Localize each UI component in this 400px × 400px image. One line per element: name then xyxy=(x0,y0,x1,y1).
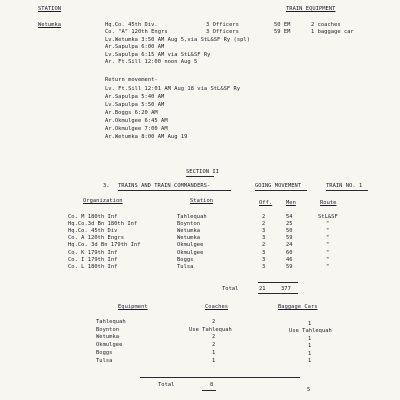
equipment-row-station: Okmulgee xyxy=(96,342,123,348)
return-movement-label: Return movement- xyxy=(105,77,158,83)
wetumka-line: Lv.Sapulpa 6:15 AM via StL&SF Ry xyxy=(105,52,211,58)
table-row-route: " xyxy=(326,264,330,270)
table-row-men: 46 xyxy=(286,257,293,263)
table-row-men: 50 xyxy=(286,228,293,234)
return-line: Lv. Ft.Sill 12:01 AM Aug 18 via StL&SF Ry xyxy=(105,86,241,92)
table-row-off: 2 xyxy=(262,214,266,220)
table-row-men: 24 xyxy=(286,242,293,248)
table-row-station: Wetumka xyxy=(177,235,201,241)
station-header: Station xyxy=(190,198,214,204)
equipment-row-station: Tahlequah xyxy=(96,319,126,325)
officers-count: 3 Officers xyxy=(206,29,239,35)
return-line: Ar.Sapulpa 5:40 AM xyxy=(105,94,165,100)
table-row-station: Okmulgee xyxy=(177,250,204,256)
equipment-total-label: Total xyxy=(158,382,175,388)
table-row-org: Co. K 179th Inf xyxy=(68,250,118,256)
table-row-org: Co. M 180th Inf xyxy=(68,214,118,220)
table-row-off: 3 xyxy=(262,235,266,241)
officers-header: Off. xyxy=(259,200,273,206)
station-column-header: STATION xyxy=(38,6,62,12)
section-heading-underline xyxy=(118,190,231,191)
table-row-route: " xyxy=(326,242,330,248)
equipment-row-coaches: 2 xyxy=(212,334,216,340)
total-officers: 21 xyxy=(259,286,266,292)
table-row-men: 25 xyxy=(286,221,293,227)
table-row-route: " xyxy=(326,221,330,227)
baggage-cars-header: Baggage Cars xyxy=(278,304,318,310)
table-row-off: 3 xyxy=(262,264,266,270)
equipment-row-baggage: 1 xyxy=(308,343,312,349)
table-row-off: 3 xyxy=(262,250,266,256)
equipment-row-station: Tulsa xyxy=(96,358,113,364)
equipment-column-header: TRAIN EQUIPMENT xyxy=(286,6,336,12)
table-row-org: Hq.Co. 3d Bn 179th Inf xyxy=(68,242,141,248)
section-title: SECTION II xyxy=(186,169,219,175)
table-row-station: Boggs xyxy=(177,257,194,263)
equipment-item: 1 baggage car xyxy=(311,29,354,35)
wetumka-line: Ar. Ft.Sill 12:00 noon Aug 5 xyxy=(105,59,198,65)
table-row-station: Okmulgee xyxy=(177,242,204,248)
section-heading: TRAINS AND TRAIN COMMANDERS- xyxy=(118,183,211,189)
equipment-row-coaches: 1 xyxy=(212,350,216,356)
table-row-route: StL&SF xyxy=(318,214,338,220)
equipment-row-station: Boggs xyxy=(96,350,113,356)
table-row-org: Co. L 180th Inf xyxy=(68,264,118,270)
coaches-total-double-rule xyxy=(202,390,216,391)
equipment-total-baggage: 5 xyxy=(307,387,311,393)
wetumka-station-name: Wetumka xyxy=(38,22,62,28)
going-movement-underline xyxy=(255,190,307,191)
table-row-station: Tahlequah xyxy=(177,214,207,220)
paragraph-number: 3. xyxy=(103,183,110,189)
wetumka-line: Ar.Sapulpa 6:00 AM xyxy=(105,44,165,50)
table-row-station: Wetumka xyxy=(177,228,201,234)
equipment-row-coaches: Use Tahlequah xyxy=(189,327,232,333)
table-row-org: Hq.Co. 45th Div xyxy=(68,228,118,234)
section-title-underline xyxy=(186,176,214,177)
men-count: 50 EM xyxy=(274,22,291,28)
total-label: Total xyxy=(222,286,239,292)
totals-rule xyxy=(258,282,298,283)
table-row-route: " xyxy=(326,257,330,263)
equipment-row-baggage: 1 xyxy=(308,336,312,342)
return-line: Ar.Wetumka 8:00 AM Aug 19 xyxy=(105,134,188,140)
table-row-route: " xyxy=(326,250,330,256)
table-row-route: " xyxy=(326,235,330,241)
return-line: Ar.Boggs 6:20 AM xyxy=(105,110,158,116)
table-row-off: 2 xyxy=(262,221,266,227)
table-row-off: 2 xyxy=(262,242,266,248)
wetumka-line: Lv.Wetumka 3:50 AM Aug 5,via StL&SF Ry (spl) xyxy=(105,37,250,43)
table-row-route: " xyxy=(326,228,330,234)
table-row-station: Boynton xyxy=(177,221,201,227)
wetumka-line: Co. "A" 120th Engrs xyxy=(105,29,168,35)
officers-count: 3 Officers xyxy=(206,22,239,28)
equipment-row-baggage: 1 xyxy=(308,321,312,327)
return-line: Ar.Okmulgee 6:45 AM xyxy=(105,118,168,124)
table-row-men: 60 xyxy=(286,250,293,256)
wetumka-line: Hq.Co. 45th Div. xyxy=(105,22,158,28)
equipment-row-station: Boynton xyxy=(96,327,120,333)
equipment-row-coaches: 1 xyxy=(212,358,216,364)
equipment-row-baggage: Use Tahlequah xyxy=(289,328,332,334)
equipment-row-coaches: 2 xyxy=(212,319,216,325)
totals-double-rule xyxy=(258,293,298,294)
equipment-row-baggage: 1 xyxy=(308,358,312,364)
table-row-org: Co. I 179th Inf xyxy=(68,257,118,263)
table-row-off: 3 xyxy=(262,257,266,263)
table-row-org: Co. A 120th Engrs xyxy=(68,235,125,241)
going-movement-heading: GOING MOVEMENT xyxy=(255,183,302,189)
table-row-org: Hq.Co.3d Bn 180th Inf xyxy=(68,221,138,227)
train-number-underline xyxy=(326,190,368,191)
equipment-row-baggage: 1 xyxy=(308,351,312,357)
route-header: Route xyxy=(320,200,337,206)
table-row-men: 59 xyxy=(286,264,293,270)
equipment-header: Equipment xyxy=(118,304,148,310)
men-header: Men xyxy=(286,200,296,206)
table-row-men: 59 xyxy=(286,235,293,241)
equipment-row-station: Wetumka xyxy=(96,334,120,340)
table-row-station: Tulsa xyxy=(177,264,194,270)
return-line: Ar.Okmulgee 7:00 AM xyxy=(105,126,168,132)
table-row-off: 3 xyxy=(262,228,266,234)
organization-header: Organization xyxy=(83,198,123,204)
total-men: 377 xyxy=(281,286,291,292)
equipment-totals-rule xyxy=(140,377,300,378)
equipment-item: 2 coaches xyxy=(311,22,341,28)
equipment-row-coaches: 2 xyxy=(212,342,216,348)
men-count: 59 EM xyxy=(274,29,291,35)
coaches-header: Coaches xyxy=(205,304,229,310)
table-row-men: 54 xyxy=(286,214,293,220)
train-number-heading: TRAIN NO. 1 xyxy=(326,183,363,189)
return-line: Lv.Sapulpa 5:50 AM xyxy=(105,102,165,108)
equipment-total-coaches: 8 xyxy=(210,382,214,388)
